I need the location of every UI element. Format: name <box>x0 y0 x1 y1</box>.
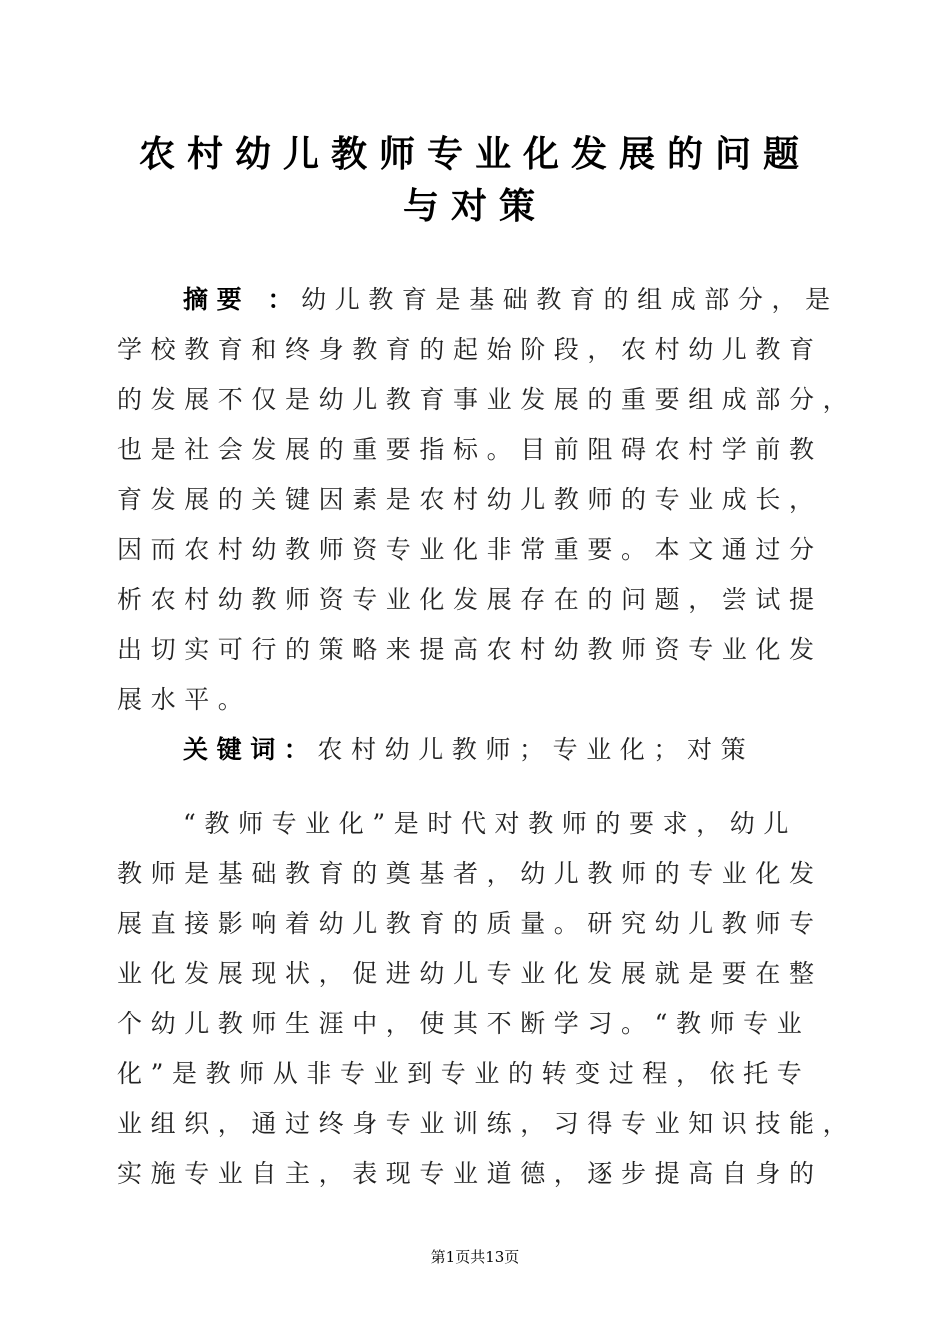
body-line: 教师是基础教育的奠基者，幼儿教师的专业化发 <box>117 859 823 888</box>
keywords-line <box>183 734 913 766</box>
page-footer: 第1页共13页 <box>430 1248 520 1266</box>
keywords-label: 关键词： <box>183 735 318 764</box>
abstract-line: 因而农村幼教师资专业化非常重要。本文通过分 <box>117 535 823 564</box>
body-line: “教师专业化”是时代对教师的要求，幼儿 <box>183 809 797 838</box>
body-line: 实施专业自主，表现专业道德，逐步提高自身的 <box>117 1159 823 1188</box>
body-line: 化”是教师从非专业到专业的转变过程，依托专 <box>117 1059 811 1088</box>
abstract-line: 展水平。 <box>117 685 252 714</box>
abstract-line: 的发展不仅是幼儿教育事业发展的重要组成部分， <box>117 385 857 414</box>
abstract-line: 学校教育和终身教育的起始阶段，农村幼儿教育 <box>117 335 823 364</box>
abstract-line: 也是社会发展的重要指标。目前阻碍农村学前教 <box>117 435 823 464</box>
abstract-first-line <box>183 284 913 316</box>
abstract-line: 析农村幼教师资专业化发展存在的问题，尝试提 <box>117 585 823 614</box>
abstract-line: 育发展的关键因素是农村幼儿教师的专业成长， <box>117 485 823 514</box>
body-line: 业化发展现状，促进幼儿专业化发展就是要在整 <box>117 959 823 988</box>
abstract-line: 出切实可行的策略来提高农村幼教师资专业化发 <box>117 635 823 664</box>
document-title-line-1: 农村幼儿教师专业化发展的问题 <box>138 133 811 175</box>
body-line: 业组织，通过终身专业训练，习得专业知识技能， <box>117 1109 857 1138</box>
keywords-text: 农村幼儿教师；专业化；对策 <box>317 735 755 764</box>
body-line: 展直接影响着幼儿教育的质量。研究幼儿教师专 <box>117 909 823 938</box>
document-title-line-2: 与对策 <box>402 185 547 227</box>
abstract-line: 幼儿教育是基础教育的组成部分，是 <box>301 285 839 314</box>
abstract-label: 摘要 ： <box>183 285 302 314</box>
body-line: 个幼儿教师生涯中，使其不断学习。“教师专业 <box>117 1009 811 1038</box>
